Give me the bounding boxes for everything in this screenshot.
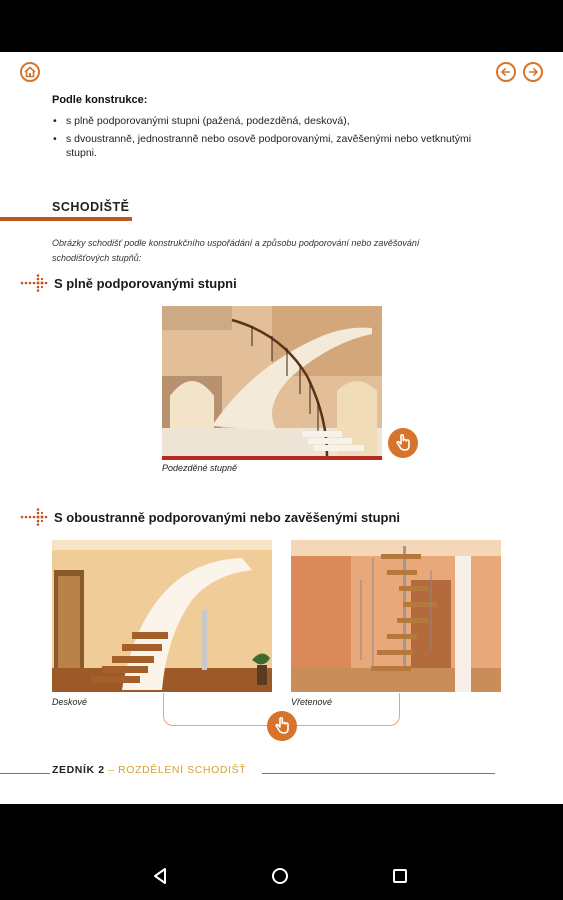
footer-rule-left bbox=[0, 773, 50, 774]
circle-home-icon bbox=[271, 867, 289, 885]
footer-separator: – bbox=[104, 764, 119, 776]
construction-list bbox=[52, 114, 492, 164]
system-recents-button[interactable] bbox=[388, 864, 412, 888]
square-recents-icon bbox=[392, 868, 408, 884]
dotted-cross-marker-icon bbox=[20, 274, 48, 292]
construction-heading: Podle konstrukce: bbox=[52, 94, 148, 106]
caption-slab: Deskové bbox=[52, 697, 88, 707]
next-page-button[interactable] bbox=[523, 62, 543, 82]
caption-spiral: Vřetenové bbox=[291, 697, 333, 707]
footer-title: ZEDNÍK 2 bbox=[52, 764, 105, 776]
touch-hint-button[interactable] bbox=[267, 711, 297, 741]
list-item: • s dvoustranně, jednostranně nebo osově podporovanými, zavěšenými nebo vetknutými stupni. bbox=[52, 132, 492, 160]
system-back-button[interactable] bbox=[148, 864, 172, 888]
hand-pointer-icon bbox=[393, 433, 413, 453]
photo-spiral-stairs[interactable] bbox=[291, 540, 501, 692]
arrow-left-icon bbox=[500, 66, 512, 78]
home-button[interactable] bbox=[20, 62, 40, 82]
list-item: • s plně podporovanými stupni (pažená, podezděná, desková), bbox=[52, 114, 492, 128]
hand-pointer-icon bbox=[272, 716, 292, 736]
ebook-page bbox=[0, 52, 563, 804]
arrow-right-icon bbox=[527, 66, 539, 78]
subheading-double-supported bbox=[20, 508, 400, 526]
section-underline bbox=[0, 217, 132, 221]
photo-masonry-stairs[interactable] bbox=[162, 306, 382, 460]
stairs-photo-image bbox=[291, 540, 501, 692]
caption-masonry: Podezděné stupně bbox=[162, 463, 238, 473]
photo-slab-stairs[interactable] bbox=[52, 540, 272, 692]
triangle-back-icon bbox=[152, 867, 168, 885]
system-home-button[interactable] bbox=[268, 864, 292, 888]
footer-subtitle: ROZDĚLENÍ SCHODIŠŤ bbox=[118, 764, 247, 776]
page-footer bbox=[52, 764, 246, 776]
previous-page-button[interactable] bbox=[496, 62, 516, 82]
footer-rule-right bbox=[262, 773, 495, 774]
stairs-photo-image bbox=[162, 306, 382, 460]
intro-text: Obrázky schodišť podle konstrukčního uspořádání a způsobu podporování nebo zavěšování schodišťových stupňů: bbox=[52, 238, 420, 263]
subheading-label: S oboustranně podporovanými nebo zavěšenými stupni bbox=[54, 509, 400, 525]
home-icon bbox=[24, 66, 36, 78]
dotted-cross-marker-icon bbox=[20, 508, 48, 526]
stairs-photo-image bbox=[52, 540, 272, 692]
touch-hint-button[interactable] bbox=[388, 428, 418, 458]
subheading-fully-supported bbox=[20, 274, 237, 292]
subheading-label: S plně podporovanými stupni bbox=[54, 275, 237, 291]
section-title: SCHODIŠTĚ bbox=[52, 200, 130, 214]
